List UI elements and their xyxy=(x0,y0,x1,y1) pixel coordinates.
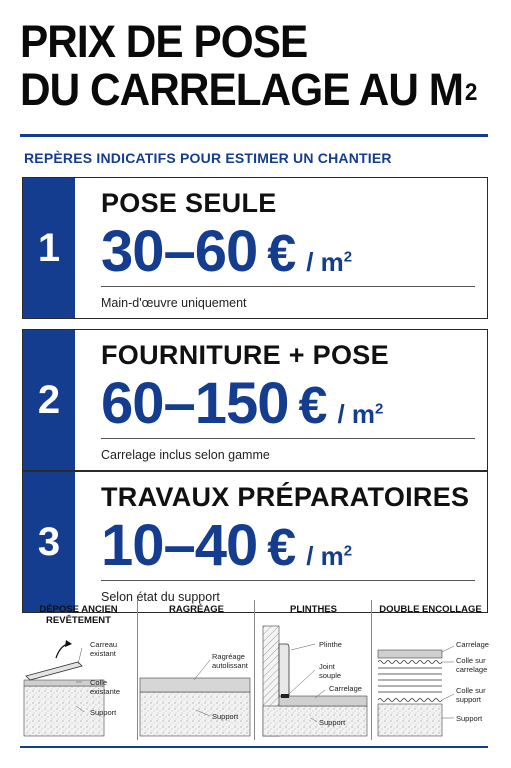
label-ragreage-autolissant: Ragréage autolissant xyxy=(212,652,248,670)
panel-depose xyxy=(20,600,137,740)
label-plinthe: Plinthe xyxy=(319,640,342,649)
label-colle-sur-carrelage: Colle sur carrelage xyxy=(456,656,488,674)
card-number: 1 xyxy=(23,178,75,318)
label-colle-sur-support: Colle sur support xyxy=(456,686,486,704)
price-currency: € xyxy=(298,377,328,435)
label-support: Support xyxy=(456,714,483,723)
label-support: Support xyxy=(90,708,117,717)
panel-title: PLINTHES xyxy=(290,604,337,615)
title-superscript: 2 xyxy=(464,79,477,106)
label-carreau-existant: Carreau existant xyxy=(90,640,118,658)
price-unit-text: / m xyxy=(306,541,344,571)
card-note: Main-d'œuvre uniquement xyxy=(101,296,247,310)
illustration-panels xyxy=(20,600,490,740)
price-range: 10–40 xyxy=(101,513,258,578)
title-line-2-text: DU CARRELAGE AU M xyxy=(20,64,464,115)
card-number: 3 xyxy=(23,472,75,612)
price-unit xyxy=(337,399,383,429)
card-price xyxy=(101,512,352,579)
price-currency: € xyxy=(267,225,297,283)
card-divider xyxy=(101,438,475,439)
price-unit-superscript: 2 xyxy=(343,542,353,560)
price-currency: € xyxy=(267,519,297,577)
label-support: Support xyxy=(212,712,239,721)
card-label: TRAVAUX PRÉPARATOIRES xyxy=(101,482,470,512)
card-note: Selon état du support xyxy=(101,590,220,604)
card-price xyxy=(101,370,383,437)
price-unit-superscript: 2 xyxy=(343,248,353,266)
panel-plinthes xyxy=(254,600,372,740)
panel-ragreage xyxy=(137,600,255,740)
price-unit xyxy=(306,247,352,277)
price-unit-superscript: 2 xyxy=(375,400,384,418)
label-carrelage: Carrelage xyxy=(329,684,362,693)
card-label: POSE SEULE xyxy=(101,188,277,218)
top-divider xyxy=(20,134,488,137)
title-line-2 xyxy=(20,64,477,115)
subtitle: REPÈRES INDICATIFS POUR ESTIMER UN CHANTIER xyxy=(24,150,392,166)
price-range: 30–60 xyxy=(101,219,258,284)
price-unit xyxy=(306,541,352,571)
label-support: Support xyxy=(319,718,346,727)
label-joint-souple: Joint souple xyxy=(319,662,342,680)
price-card-pose-seule xyxy=(22,177,488,319)
price-unit-text: / m xyxy=(306,247,344,277)
card-number: 2 xyxy=(23,330,75,470)
price-card-fourniture-pose xyxy=(22,329,488,471)
panel-title: DÉPOSE ANCIEN REVÊTEMENT xyxy=(39,604,118,626)
label-carrelage: Carrelage xyxy=(456,640,489,649)
card-note: Carrelage inclus selon gamme xyxy=(101,448,270,462)
panel-title: RAGRÉAGE xyxy=(169,604,224,615)
card-label: FOURNITURE + POSE xyxy=(101,340,389,370)
price-range: 60–150 xyxy=(101,371,289,436)
card-divider xyxy=(101,580,475,581)
bottom-divider xyxy=(20,746,488,748)
page-title xyxy=(20,16,477,115)
title-line-1: PRIX DE POSE xyxy=(20,16,308,67)
card-divider xyxy=(101,286,475,287)
price-unit-text: / m xyxy=(337,399,376,429)
label-colle-existante: Colle existante xyxy=(90,678,121,696)
panel-double-encollage xyxy=(371,600,489,740)
card-price xyxy=(101,218,352,285)
depose-illustration xyxy=(20,600,137,740)
price-card-travaux-preparatoires xyxy=(22,471,488,613)
panel-title: DOUBLE ENCOLLAGE xyxy=(379,604,482,615)
